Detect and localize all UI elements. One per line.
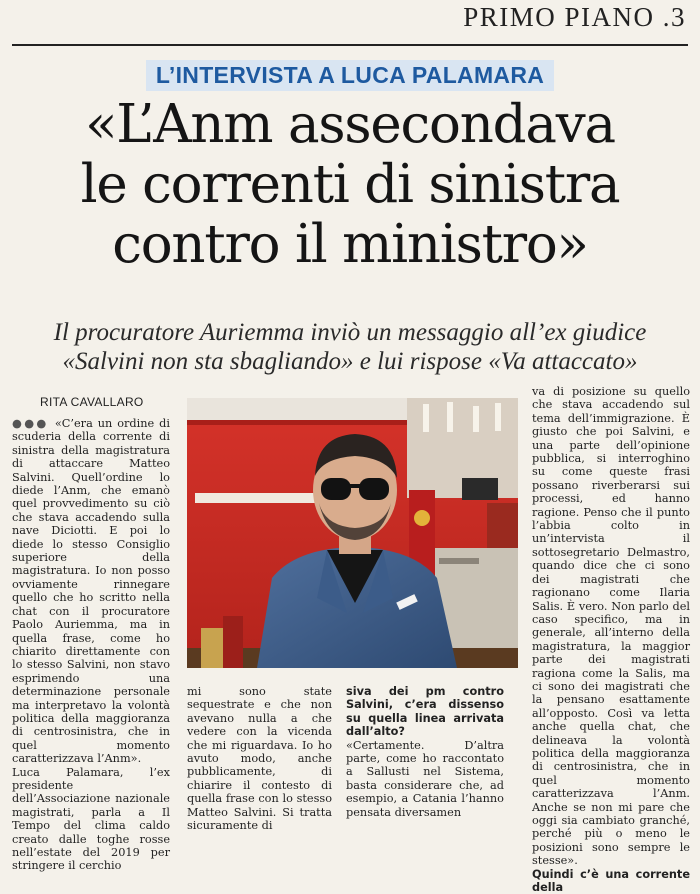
article-column-4: [532, 385, 690, 894]
article-column-3: [346, 685, 504, 819]
headline-line-1: «L’Anm assecondava: [85, 94, 615, 155]
article-column-2: [187, 685, 332, 832]
portrait-illustration: [187, 398, 518, 668]
portrait-photo: [187, 398, 518, 668]
section-title: PRIMO PIANO .3: [463, 2, 686, 32]
paragraph: mi sono state sequestrate e che non avevano nulla a che vedere con la vicenda che mi riguardava. Io ho avuto modo, anche pubblicamente, di chiarire il contesto di quella frase con lo stesso Matteo Salvini. Si tratta sicuramente di: [187, 685, 332, 833]
interview-question: siva dei pm contro Salvini, c’era dissenso su quella linea arrivata dall’alto?: [346, 685, 504, 739]
lead-dots: ●●●: [12, 416, 55, 430]
subheadline-line-1: Il procuratore Auriemma inviò un messaggio all’ex giudice: [53, 319, 647, 346]
byline: RITA CAVALLARO: [40, 395, 144, 409]
article-column-1: [12, 417, 170, 873]
headline: [10, 95, 690, 275]
paragraph: «C’era un ordine di scuderia della corrente di sinistra della magistratura di attaccare Matteo Salvini. Quell’ordine lo diede l’Anm, che emanò quel provvedimento su ciò che stava accadendo sulla nave Diciotti. E poi lo diede lo stesso Consiglio superiore della magistratura. Io non posso ovviamente rinnegare quello che ho scritto nella chat con il procuratore Paolo Auriemma, ma in quella frase, come ho chiarito direttamente con lo stesso Salvini, non stavo esprimendo una determinazione personale ma interpretavo la volontà politica della maggioranza di centrosinistra, che in quel momento caratterizzava l’Anm».: [12, 417, 170, 766]
paragraph: «Certamente. D’altra parte, come ho raccontato a Sallusti nel Sistema, basta considerare che, ad esempio, a Catania l’hanno pensata diversamen: [346, 738, 504, 819]
headline-line-2: le correnti di sinistra: [80, 154, 620, 215]
paragraph: Luca Palamara, l’ex presidente dell’Associazione nazionale magistrati, parla a Il Tempo del clima caldo creato dalle toghe rosse nell’estate del 2019 per stringere il cerchio: [12, 765, 170, 873]
interview-question: Quindi c’è una corrente della: [532, 867, 690, 894]
paragraph: va di posizione su quello che stava accadendo sul tema dell’immigrazione. È giusto che poi Salvini, e una parte dell’opinione pubblica, si interroghino su come queste frasi possano riverberarsi sui processi, ed hanno ragione. Penso che il punto l’abbia colto in un’intervista il sottosegretario Delmastro, quando dice che ci sono dei magistrati che ragionano come Ilaria Salis. È vero. Non parlo del caso specifico, ma in generale, all’interno della magistratura, la maggior parte dei magistrati ragiona come la Salis, ma ci sono dei magistrati che la pensano esattamente all’opposto. Così va letta anche quella chat, che delineava la volontà politica della maggioranza di centrosinistra, che in quel momento caratterizzava l’Anm. Anche se non mi pare che oggi sia cambiato granché, perché più o meno le posizioni sono sempre le stesse».: [532, 385, 690, 868]
kicker: [0, 60, 700, 91]
kicker-label: L’INTERVISTA A LUCA PALAMARA: [146, 60, 554, 91]
subheadline-line-2: «Salvini non sta sbagliando» e lui rispose «Va attaccato»: [62, 348, 638, 375]
subheadline: [8, 318, 692, 376]
section-rule: [12, 44, 688, 46]
headline-line-3: contro il ministro»: [112, 214, 588, 275]
